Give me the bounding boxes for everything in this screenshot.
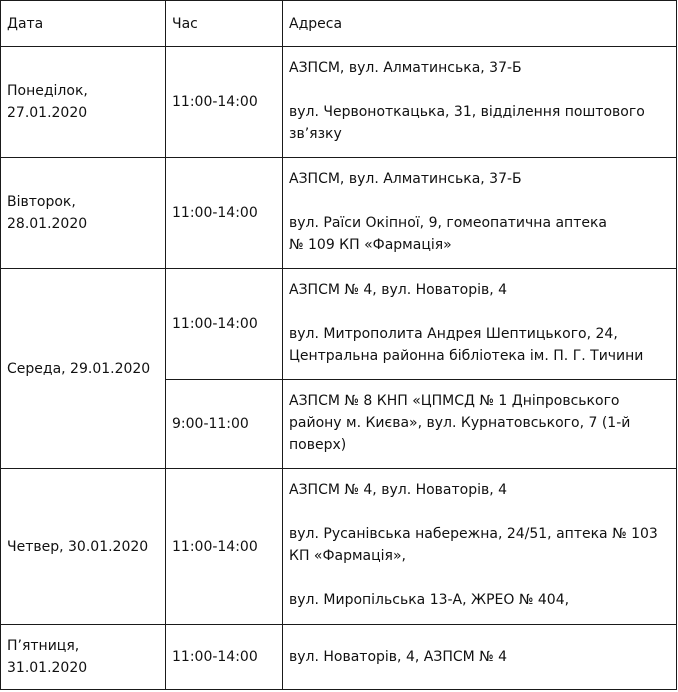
address-entry	[289, 101, 670, 145]
time-cell: 11:00-14:00	[166, 469, 283, 625]
address-line: № 109 КП «Фармація»	[289, 237, 452, 253]
address-line: вул. Митрополита Андрея Шептицького, 24,	[289, 326, 618, 342]
date-text: 28.01.2020	[7, 216, 88, 232]
time-cell: 11:00-14:00	[166, 269, 283, 380]
address-line: Центральна районна бібліотека ім. П. Г. Тичини	[289, 348, 644, 364]
address-line: АЗПСМ, вул. Алматинська, 37-Б	[289, 60, 522, 76]
time-cell: 11:00-14:00	[166, 47, 283, 158]
address-entry	[289, 323, 670, 367]
address-cell	[283, 625, 677, 690]
address-line: вул. Русанівська набережна, 24/51, аптека № 103	[289, 526, 658, 542]
address-line: вул. Новаторів, 4, АЗПСМ № 4	[289, 649, 508, 665]
address-line: АЗПСМ № 4, вул. Новаторів, 4	[289, 482, 508, 498]
address-line: АЗПСМ № 4, вул. Новаторів, 4	[289, 282, 508, 298]
address-entry	[289, 479, 670, 501]
address-cell	[283, 380, 677, 469]
date-text: Вівторок,	[7, 194, 76, 210]
table-row-thursday	[1, 469, 677, 625]
date-text: Середа, 29.01.2020	[7, 360, 151, 377]
time-cell: 11:00-14:00	[166, 625, 283, 690]
address-cell	[283, 469, 677, 625]
address-line: КП «Фармація»,	[289, 548, 406, 564]
address-entry	[289, 212, 670, 256]
table-row-tuesday	[1, 158, 677, 269]
address-cell	[283, 47, 677, 158]
header-row	[1, 1, 677, 47]
time-cell: 11:00-14:00	[166, 158, 283, 269]
address-entry	[289, 57, 670, 79]
time-cell: 9:00-11:00	[166, 380, 283, 469]
table-row-friday	[1, 625, 677, 690]
address-entry	[289, 168, 670, 190]
address-cell	[283, 269, 677, 380]
date-cell	[1, 469, 166, 625]
address-entry	[289, 589, 670, 611]
date-cell	[1, 269, 166, 469]
table-row-monday	[1, 47, 677, 158]
header-address: Адреса	[283, 1, 677, 47]
date-cell	[1, 625, 166, 690]
date-text: Понеділок,	[7, 83, 88, 99]
address-line: зв’язку	[289, 126, 342, 142]
address-line: АЗПСМ № 8 КНП «ЦПМСД № 1 Дніпровського	[289, 393, 620, 409]
address-line: АЗПСМ, вул. Алматинська, 37-Б	[289, 171, 522, 187]
date-cell	[1, 47, 166, 158]
address-line: поверх)	[289, 437, 347, 453]
address-entry	[289, 279, 670, 301]
header-time: Час	[166, 1, 283, 47]
date-cell	[1, 158, 166, 269]
address-entry	[289, 390, 670, 456]
address-line: району м. Києва», вул. Курнатовського, 7 (1-й	[289, 415, 631, 431]
date-text: 27.01.2020	[7, 105, 88, 121]
date-text: 31.01.2020	[7, 660, 88, 676]
address-cell	[283, 158, 677, 269]
address-entry	[289, 523, 670, 567]
address-line: вул. Червоноткацька, 31, відділення поштового	[289, 104, 645, 120]
address-line: вул. Миропільська 13-А, ЖРЕО № 404,	[289, 592, 570, 608]
table-row-wednesday	[1, 269, 677, 380]
header-date: Дата	[1, 1, 166, 47]
date-text: П’ятниця,	[7, 638, 80, 654]
address-line: вул. Раїси Окіпної, 9, гомеопатична аптека	[289, 215, 608, 231]
date-text: Четвер, 30.01.2020	[7, 538, 149, 555]
